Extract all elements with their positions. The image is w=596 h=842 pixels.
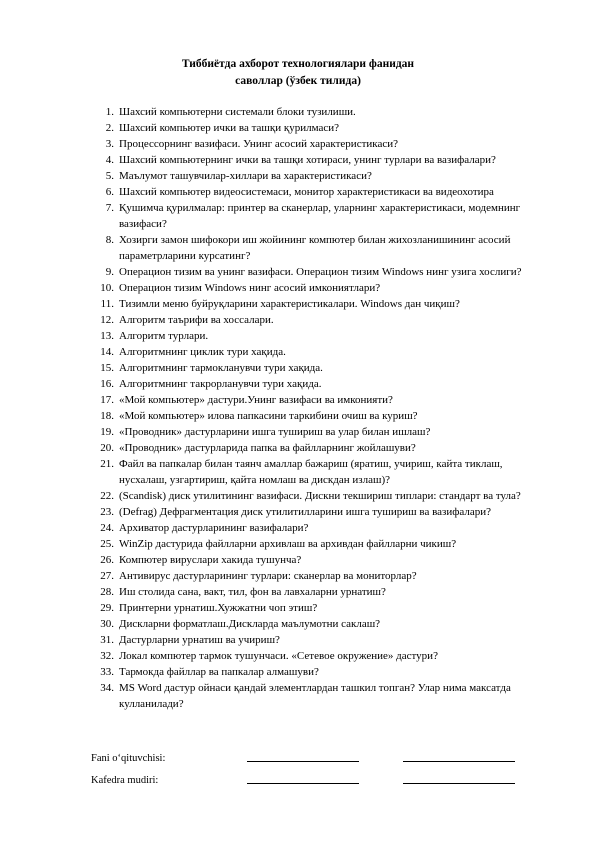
list-item xyxy=(88,296,528,312)
list-item xyxy=(88,536,528,552)
question-text: Процессорнинг вазифаси. Унинг асосий характеристикаси? xyxy=(119,138,398,150)
question-text: Иш столида сана, вакт, тил, фон ва лавхаларни урнатиш? xyxy=(119,586,386,598)
question-number: 14. xyxy=(100,346,114,358)
question-list xyxy=(88,104,528,712)
question-number: 34. xyxy=(100,682,114,694)
list-item xyxy=(88,680,528,712)
list-item xyxy=(88,392,528,408)
question-text: Тармокда файллар ва папкалар алмашуви? xyxy=(119,666,319,678)
list-item xyxy=(88,600,528,616)
list-item xyxy=(88,168,528,184)
signature-label: Fani o‘qituvchisi: xyxy=(91,753,166,764)
question-number: 28. xyxy=(100,586,114,598)
question-number: 31. xyxy=(100,634,114,646)
list-item xyxy=(88,440,528,456)
question-number: 5. xyxy=(105,170,114,182)
question-text: Операцион тизим ва унинг вазифаси. Операцион тизим Windows нинг узига хослиги? xyxy=(119,266,522,278)
question-number: 13. xyxy=(100,330,114,342)
list-item xyxy=(88,648,528,664)
list-item xyxy=(88,632,528,648)
list-item xyxy=(88,200,528,232)
question-text: Алгоритм таърифи ва хоссалари. xyxy=(119,314,274,326)
list-item xyxy=(88,360,528,376)
question-text: Операцион тизим Windows нинг асосий имкониятлари? xyxy=(119,282,381,294)
signature-line xyxy=(403,761,515,762)
question-text: Компютер вируслари хакида тушунча? xyxy=(119,554,302,566)
question-number: 29. xyxy=(100,602,114,614)
list-item xyxy=(88,264,528,280)
question-text: (Defrag) Дефрагментация диск утилитилларини ишга тушириш ва вазифалари? xyxy=(119,506,491,518)
question-text: Тизимли меню буйруқларини характеристикалари. Windows дан чиқиш? xyxy=(119,298,460,310)
question-text: Маълумот ташувчилар-хиллари ва характеристикаси? xyxy=(119,170,372,182)
question-number: 30. xyxy=(100,618,114,630)
question-number: 2. xyxy=(105,122,114,134)
question-text: Антивирус дастурларининг турлари: сканерлар ва мониторлар? xyxy=(119,570,417,582)
question-number: 23. xyxy=(100,506,114,518)
question-number: 3. xyxy=(105,138,114,150)
question-number: 10. xyxy=(100,282,114,294)
question-number: 9. xyxy=(105,266,114,278)
list-item xyxy=(88,568,528,584)
question-text: Алгоритм турлари. xyxy=(119,330,209,342)
list-item xyxy=(88,664,528,680)
list-item xyxy=(88,312,528,328)
question-number: 33. xyxy=(100,666,114,678)
signature-line xyxy=(247,783,359,784)
question-text: «Проводник» дастурларини ишга тушириш ва улар билан ишлаш? xyxy=(119,426,431,438)
question-text: Принтерни урнатиш.Хужжатни чоп этиш? xyxy=(119,602,318,614)
list-item xyxy=(88,328,528,344)
question-text: «Мой компьютер» илова папкасини таркибини очиш ва куриш? xyxy=(119,410,418,422)
question-number: 15. xyxy=(100,362,114,374)
list-item xyxy=(88,504,528,520)
question-text: «Проводник» дастурларида папка ва файлларнинг жойлашуви? xyxy=(119,442,416,454)
question-number: 20. xyxy=(100,442,114,454)
list-item xyxy=(88,408,528,424)
document-title xyxy=(0,56,596,90)
list-item xyxy=(88,584,528,600)
list-item xyxy=(88,136,528,152)
question-number: 22. xyxy=(100,490,114,502)
list-item xyxy=(88,120,528,136)
question-number: 12. xyxy=(100,314,114,326)
question-text: Алгоритмнинг циклик тури хақида. xyxy=(119,346,286,358)
question-number: 26. xyxy=(100,554,114,566)
question-number: 18. xyxy=(100,410,114,422)
question-number: 25. xyxy=(100,538,114,550)
list-item xyxy=(88,616,528,632)
question-text: Қушимча қурилмалар: принтер ва сканерлар, уларнинг характеристикаси, модемнинг вазифаси? xyxy=(119,202,521,230)
list-item xyxy=(88,376,528,392)
question-text: Шахсий компьютер видеосистемаси, монитор характеристикаси ва видеохотира xyxy=(119,186,494,198)
question-text: «Мой компьютер» дастури.Унинг вазифаси ва имконияти? xyxy=(119,394,393,406)
signature-line xyxy=(247,761,359,762)
question-number: 21. xyxy=(100,458,114,470)
title-line-2: саволлар (ўзбек тилида) xyxy=(235,75,361,87)
signature-line xyxy=(403,783,515,784)
question-number: 6. xyxy=(105,186,114,198)
list-item xyxy=(88,488,528,504)
signature-label: Kafedra mudiri: xyxy=(91,775,159,786)
question-text: Файл ва папкалар билан таянч амаллар бажариш (яратиш, учириш, кайта тиклаш, нусхалаш, узгартириш, қайта номлаш ва дискдан излаш)? xyxy=(119,458,503,486)
question-text: Шахсий компьютер ички ва ташқи қурилмаси? xyxy=(119,122,340,134)
list-item xyxy=(88,344,528,360)
question-text: Хозирги замон шифокори иш жойининг компютер билан жихозланишининг асосий параметрларини курсатинг? xyxy=(119,234,511,262)
question-text: Архиватор дастурларининг вазифалари? xyxy=(119,522,309,534)
question-number: 1. xyxy=(105,106,114,118)
list-item xyxy=(88,232,528,264)
question-number: 11. xyxy=(100,298,114,310)
question-number: 27. xyxy=(100,570,114,582)
question-text: Алгоритмнинг тармокланувчи тури хақида. xyxy=(119,362,323,374)
question-text: Локал компютер тармок тушунчаси. «Сетевое окружение» дастури? xyxy=(119,650,438,662)
question-text: Шахсий компьютернинг ички ва ташқи хотираси, унинг турлари ва вазифалари? xyxy=(119,154,496,166)
question-number: 19. xyxy=(100,426,114,438)
question-text: Дастурларни урнатиш ва учириш? xyxy=(119,634,280,646)
question-number: 32. xyxy=(100,650,114,662)
list-item xyxy=(88,520,528,536)
question-text: WinZip дастурида файлларни архивлаш ва архивдан файлларни чикиш? xyxy=(119,538,457,550)
list-item xyxy=(88,104,528,120)
list-item xyxy=(88,184,528,200)
question-text: Дискларни форматлаш.Дискларда маълумотни саклаш? xyxy=(119,618,381,630)
title-line-1: Тиббиётда ахборот технологиялари фанидан xyxy=(181,58,415,70)
question-text: Шахсий компьютерни системали блоки тузилиши. xyxy=(119,106,356,118)
question-text: MS Word дастур ойнаси қандай элементлардан ташкил топган? Улар нима максатда кулланилади? xyxy=(119,682,511,710)
list-item xyxy=(88,280,528,296)
question-text: (Scandisk) диск утилитининг вазифаси. Дискни текшириш типлари: стандарт ва тула? xyxy=(119,490,521,502)
question-text: Алгоритмнинг такрорланувчи тури хақида. xyxy=(119,378,322,390)
list-item xyxy=(88,152,528,168)
list-item xyxy=(88,456,528,488)
question-number: 17. xyxy=(100,394,114,406)
list-item xyxy=(88,552,528,568)
question-number: 7. xyxy=(105,202,114,214)
question-number: 4. xyxy=(105,154,114,166)
question-number: 8. xyxy=(105,234,114,246)
list-item xyxy=(88,424,528,440)
question-number: 16. xyxy=(100,378,114,390)
question-number: 24. xyxy=(100,522,114,534)
